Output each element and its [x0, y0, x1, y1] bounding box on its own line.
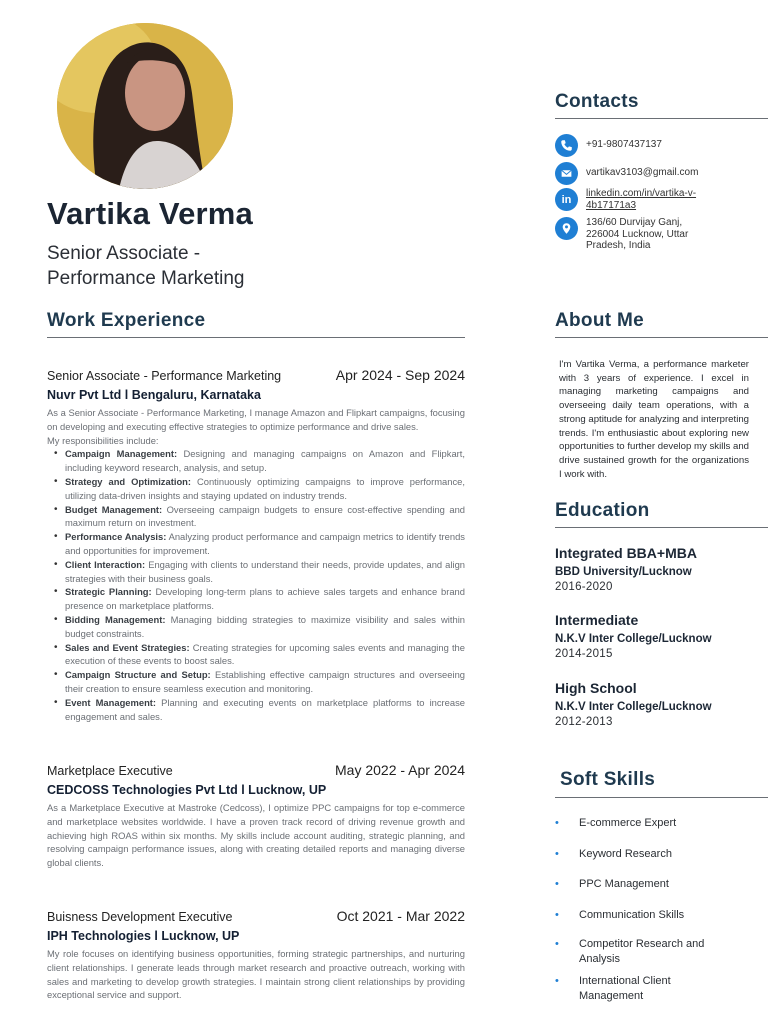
- list-item: [53, 558, 465, 586]
- job-title: Senior Associate - Performance Marketing: [47, 369, 282, 383]
- bullet-icon: •: [555, 878, 559, 890]
- list-item: [53, 503, 465, 531]
- job-title: Marketplace Executive: [47, 764, 173, 778]
- job-company: CEDCOSS Technologies Pvt Ltd l Lucknow, UP: [47, 783, 327, 797]
- skill-label: Competitor Research and Analysis: [579, 938, 705, 965]
- soft-skills-heading: Soft Skills: [560, 769, 656, 790]
- responsibility-label: Performance Analysis:: [65, 531, 167, 543]
- job-responsibilities-intro: My responsibilities include:: [47, 434, 159, 446]
- about-me-text: I'm Vartika Verma, a performance marketer with 3 years of experience. I excel in managing marketing campaigns and overseeing daily team operations, with a strong aptitude for analyzing and interpreting trends. I'm enthusiastic about exploring new opportunities to further develop my skills and drive sustained growth for the organizations I work with.: [559, 359, 749, 480]
- education-years: 2014-2015: [555, 648, 613, 660]
- responsibility-label: Strategic Planning:: [65, 586, 152, 598]
- job-description: [47, 406, 465, 447]
- list-item: [53, 696, 465, 724]
- job-company: Nuvr Pvt Ltd l Bengaluru, Karnataka: [47, 388, 261, 402]
- email-address[interactable]: vartikav3103@gmail.com: [586, 167, 699, 178]
- headline-line-2: Performance Marketing: [47, 268, 245, 289]
- education-entry: [555, 545, 697, 593]
- skill-label: Communication Skills: [579, 909, 685, 921]
- list-item: [555, 816, 729, 831]
- job-dates: Oct 2021 - Mar 2022: [336, 908, 465, 924]
- linkedin-line-1: linkedin.com/in/vartika-v-: [586, 188, 697, 199]
- list-item: [555, 908, 729, 923]
- responsibility-text: Creating strategies for upcoming sales events and managing the execution of these events to boost sales.: [65, 641, 465, 667]
- job-entry: [47, 762, 465, 870]
- contacts-heading: Contacts: [555, 91, 639, 112]
- responsibility-label: Event Management:: [65, 696, 157, 708]
- list-item: [53, 613, 465, 641]
- list-item: [555, 877, 729, 892]
- contact-email: [555, 162, 716, 185]
- responsibility-text: Developing long-term plans to achieve sales targets and enhance brand presence on marketplace platforms.: [65, 586, 465, 612]
- about-me-heading: About Me: [555, 310, 644, 331]
- address-line-1: 136/60 Durvijay Ganj,: [586, 217, 683, 228]
- job-dates: Apr 2024 - Sep 2024: [335, 367, 465, 383]
- education-divider: [555, 527, 768, 528]
- address-line-2: 226004 Lucknow, Uttar: [586, 228, 689, 240]
- phone-icon: [555, 134, 578, 157]
- bullet-icon: •: [555, 817, 559, 829]
- education-years: 2016-2020: [555, 581, 613, 593]
- education-years: 2012-2013: [555, 716, 613, 728]
- job-description: My role focuses on identifying business opportunities, forming strategic partnerships, and nurturing client relationships. I generate leads through market research and proactive outreach, working with sales and marketing to develop growth strategies. I maintain strong client relationships by providing exceptional service and support.: [47, 948, 465, 1001]
- education-degree: Integrated BBA+MBA: [555, 545, 697, 561]
- contact-linkedin: [555, 188, 716, 211]
- job-description-text: As a Senior Associate - Performance Marketing, I manage Amazon and Flipkart campaigns, focusing on developing and executing effective strategies to optimize performance and drive sales.: [47, 407, 465, 432]
- work-experience-divider: [47, 337, 465, 338]
- responsibility-label: Campaign Structure and Setup:: [65, 669, 211, 681]
- contact-address: [555, 217, 716, 252]
- job-title: Buisness Development Executive: [47, 910, 233, 924]
- job-entry: [47, 908, 465, 1002]
- responsibility-label: Bidding Management:: [65, 613, 166, 625]
- bullet-icon: •: [555, 848, 559, 860]
- list-item: [53, 475, 465, 503]
- list-item: [53, 668, 465, 696]
- postal-address: [586, 217, 716, 252]
- responsibility-text: Engaging with clients to understand their needs, provide updates, and align strategies with their business goals.: [65, 558, 465, 584]
- phone-number: +91-9807437137: [586, 139, 662, 150]
- responsibility-label: Sales and Event Strategies:: [65, 641, 190, 653]
- responsibility-label: Campaign Management:: [65, 448, 178, 460]
- soft-skills-divider: [555, 797, 768, 798]
- list-item: [555, 847, 729, 862]
- education-degree: High School: [555, 680, 637, 696]
- address-line-3: Pradesh, India: [586, 240, 651, 251]
- responsibility-text: Overseeing campaign budgets to ensure cost-effective spending and maximum return on investment.: [65, 503, 465, 529]
- bullet-icon: •: [555, 938, 559, 950]
- job-dates: May 2022 - Apr 2024: [335, 762, 465, 778]
- list-item: [555, 974, 729, 1004]
- list-item: [53, 447, 465, 475]
- education-degree: Intermediate: [555, 612, 639, 628]
- location-pin-icon: [555, 217, 578, 240]
- list-item: [555, 937, 729, 967]
- candidate-name: Vartika Verma: [47, 196, 253, 231]
- responsibility-label: Strategy and Optimization:: [65, 475, 192, 487]
- linkedin-link[interactable]: [586, 188, 716, 211]
- responsibility-text: Planning and executing events on marketplace platforms to increase engagement and sales.: [65, 696, 466, 722]
- responsibility-text: Continuously optimizing campaigns to improve performance, utilizing data-driven insights and staying updated on industry trends.: [65, 475, 465, 501]
- email-icon: [555, 162, 578, 185]
- responsibility-text: Establishing effective campaign structures and overseeing their creation to ensure seamless execution and monitoring.: [65, 669, 465, 694]
- list-item: [53, 585, 465, 613]
- education-entry: [555, 680, 712, 728]
- responsibility-text: Analyzing product performance and campaign metrics to identify trends and opportunities for improvement.: [65, 531, 465, 556]
- responsibilities-list: [53, 447, 465, 723]
- contact-phone: [555, 134, 716, 157]
- contacts-divider: [555, 118, 768, 119]
- list-item: [53, 530, 465, 558]
- candidate-headline: [47, 241, 307, 291]
- profile-photo: [57, 23, 233, 189]
- education-entry: [555, 612, 712, 660]
- linkedin-line-2: 4b17171a3: [586, 199, 637, 211]
- job-description: As a Marketplace Executive at Mastroke (Cedcoss), I optimize PPC campaigns for top e-commerce and marketplace websites worldwide. I have a proven track record of driving revenue growth and achieving high ROAS within six months. My skills include account auditing, strategic planning, and resolving campaign performance issues, along with creating detailed reports and managing diverse global clients.: [47, 802, 465, 869]
- bullet-icon: •: [555, 909, 559, 921]
- responsibility-label: Budget Management:: [65, 503, 163, 515]
- education-school: N.K.V Inter College/Lucknow: [555, 633, 712, 645]
- education-school: BBD University/Lucknow: [555, 566, 692, 578]
- list-item: [53, 641, 465, 669]
- responsibility-text: Managing bidding strategies to maximize visibility and sales within budget constraints.: [65, 613, 466, 639]
- job-entry: [47, 367, 465, 723]
- skill-label: Keyword Research: [579, 848, 672, 860]
- skill-label: International Client Management: [579, 975, 671, 1002]
- headline-line-1: Senior Associate -: [47, 243, 201, 264]
- work-experience-heading: Work Experience: [47, 310, 206, 331]
- responsibility-text: Designing and managing campaigns on Amazon and Flipkart, including keyword research, analysis, and setup.: [65, 448, 465, 474]
- skill-label: PPC Management: [579, 878, 669, 890]
- about-me-divider: [555, 337, 768, 338]
- bullet-icon: •: [555, 975, 559, 987]
- responsibility-label: Client Interaction:: [65, 558, 146, 570]
- education-heading: Education: [555, 500, 650, 521]
- linkedin-icon: in: [555, 188, 578, 211]
- education-school: N.K.V Inter College/Lucknow: [555, 701, 712, 713]
- skill-label: E-commerce Expert: [579, 817, 677, 829]
- job-company: IPH Technologies l Lucknow, UP: [47, 929, 240, 943]
